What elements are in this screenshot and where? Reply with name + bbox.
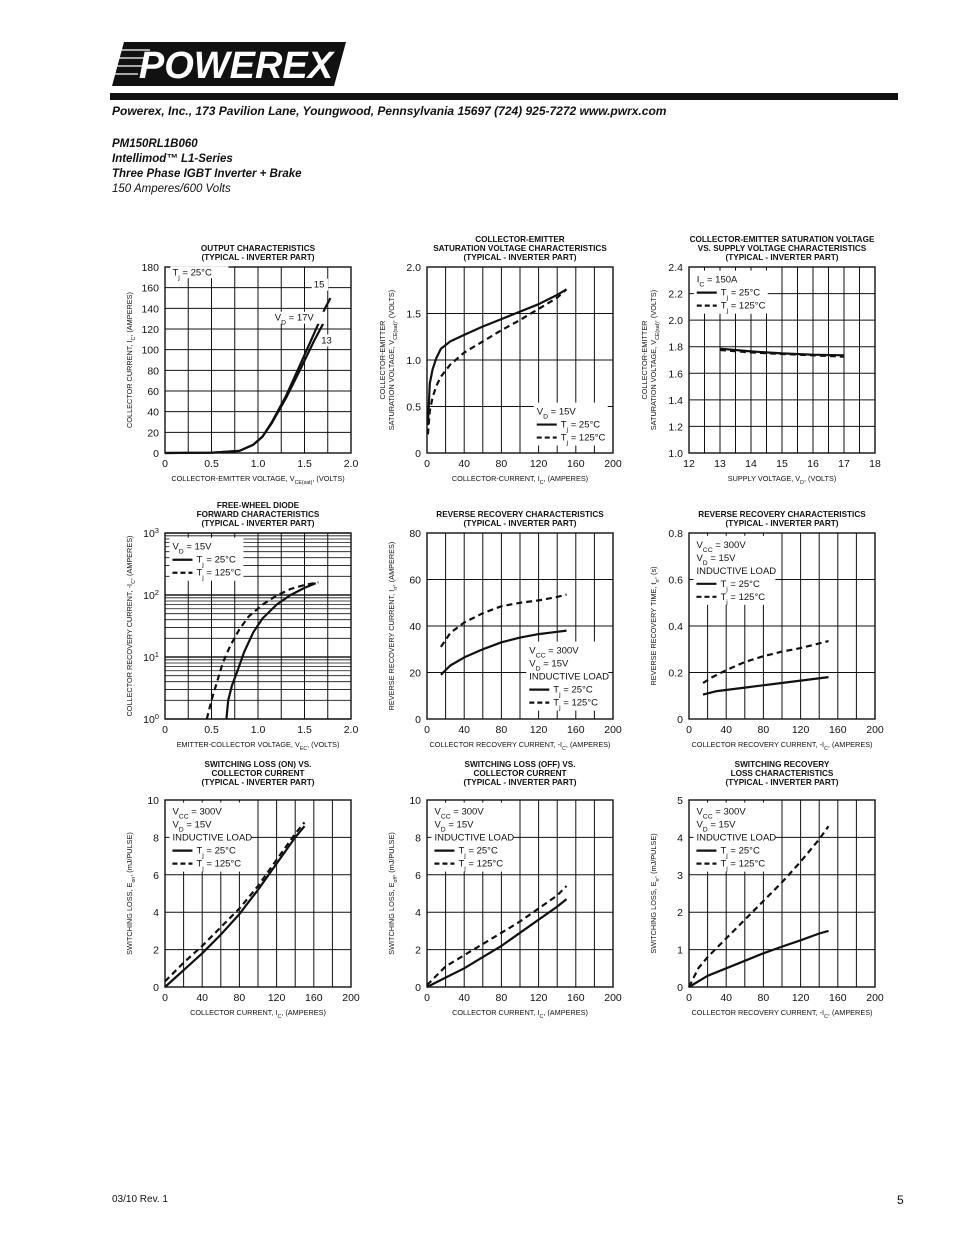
x-tick-label: 0 xyxy=(162,992,168,1004)
legend-label: $V_D = 15V$ xyxy=(434,819,474,834)
x-tick-label: 0 xyxy=(162,724,168,736)
annotation-label: $T_j = 25^\circ C$ xyxy=(172,267,212,281)
x-tick-label: 0 xyxy=(424,458,430,470)
x-tick-label: 200 xyxy=(866,992,884,1004)
chart-title-line: SWITCHING LOSS (OFF) VS. xyxy=(464,760,576,769)
x-tick-label: 160 xyxy=(567,724,585,736)
page-number: 5 xyxy=(897,1193,904,1207)
y-axis-label: COLLECTOR RECOVERY CURRENT, $-I_C$, (AMPERES) xyxy=(125,535,137,717)
chart-title-line: OUTPUT CHARACTERISTICS xyxy=(200,244,316,253)
y-tick-label: 100 xyxy=(141,344,159,357)
annotation-label: $V_D = 17V$ xyxy=(274,312,314,327)
legend-label: $T_j = 25^\circ C$ xyxy=(560,419,601,434)
chart-title-line: COLLECTOR-EMITTER SATURATION VOLTAGE xyxy=(689,235,875,244)
y-tick-label: 1.0 xyxy=(668,448,683,460)
x-tick-label: 0 xyxy=(424,992,430,1004)
series-line xyxy=(226,583,315,719)
x-tick-label: 200 xyxy=(604,458,622,470)
legend-label: $T_j = 25^\circ C$ xyxy=(458,845,498,860)
y-tick-label: 0 xyxy=(677,982,683,994)
legend-label: $T_j = 125^\circ C$ xyxy=(720,858,766,873)
y-tick-label: 1.4 xyxy=(668,394,683,407)
y-tick-label: 4 xyxy=(415,907,421,920)
x-tick-label: 160 xyxy=(567,992,585,1004)
legend-label: $T_j = 25^\circ C$ xyxy=(196,845,236,860)
legend-label: INDUCTIVE LOAD xyxy=(172,832,253,844)
x-axis-label: COLLECTOR-CURRENT, $I_C$, (AMPERES) xyxy=(451,474,589,486)
y-tick-label: 0.2 xyxy=(668,667,683,680)
chart-title-line: FREE-WHEEL DIODE xyxy=(216,501,300,510)
y-tick-label: 0 xyxy=(415,982,421,994)
x-tick-label: 80 xyxy=(757,992,770,1004)
chart-8 xyxy=(387,760,622,1020)
chart-title-line: SATURATION VOLTAGE CHARACTERISTICS xyxy=(433,244,607,253)
chart-2 xyxy=(378,235,622,486)
x-tick-label: 2.0 xyxy=(343,724,359,736)
y-axis-label: REVERSE RECOVERY TIME, $t_{rr}$, (s) xyxy=(649,566,661,686)
y-tick-label: 6 xyxy=(415,869,421,882)
y-tick-label: 2.2 xyxy=(668,288,683,301)
product-series: Intellimod™ L1-Series xyxy=(112,153,233,165)
y-tick-label: 0 xyxy=(677,714,683,726)
series-line xyxy=(207,582,319,719)
company-address: Powerex, Inc., 173 Pavilion Lane, Youngwood, Pennsylvania 15697 (724) 925-7272 www.pwrx.com xyxy=(112,104,667,118)
y-tick-label: 2 xyxy=(415,944,421,957)
x-axis-label: COLLECTOR CURRENT, $I_C$, (AMPERES) xyxy=(190,1008,326,1020)
series-line xyxy=(427,886,567,985)
y-tick-label: 40 xyxy=(409,621,421,633)
y-tick-label: 8 xyxy=(153,832,159,845)
legend-label: $T_j = 125^\circ C$ xyxy=(196,858,242,873)
x-tick-label: 80 xyxy=(495,724,508,736)
x-tick-label: 0.5 xyxy=(204,724,219,736)
chart-title-line: LOSS CHARACTERISTICS xyxy=(730,769,834,778)
series-line xyxy=(703,677,829,695)
x-axis-label: COLLECTOR RECOVERY CURRENT, $-I_C$, (AMPERES) xyxy=(691,1008,873,1020)
y-tick-label: 0 xyxy=(153,982,159,994)
y-tick-label: 4 xyxy=(153,907,159,920)
y-tick-label: 140 xyxy=(141,303,159,316)
legend-label: $V_{CC} = 300V$ xyxy=(696,806,746,821)
series-line xyxy=(689,931,829,987)
chart-title-line: COLLECTOR CURRENT xyxy=(211,769,305,778)
x-tick-label: 0 xyxy=(162,458,168,470)
y-tick-label: 10 xyxy=(409,795,421,807)
y-tick-label: 120 xyxy=(141,324,159,336)
chart-title-line: (TYPICAL - INVERTER PART) xyxy=(725,519,839,528)
series-line xyxy=(703,641,829,683)
y-axis-label: SWITCHING LOSS, $E_{off}$, (mJ/PULSE) xyxy=(387,832,399,955)
y-tick-label: 5 xyxy=(677,795,683,807)
x-tick-label: 2.0 xyxy=(343,458,359,470)
legend-label: $T_j = 125^\circ C$ xyxy=(196,567,242,582)
y-axis-label: REVERSE RECOVERY CURRENT, $I_{rr}$, (AMPERES) xyxy=(387,541,399,711)
legend-label: INDUCTIVE LOAD xyxy=(696,832,777,844)
x-tick-label: 14 xyxy=(745,458,757,470)
x-tick-label: 160 xyxy=(305,992,323,1004)
legend-label: $V_{CC} = 300V$ xyxy=(172,806,222,821)
chart-title-line: (TYPICAL - INVERTER PART) xyxy=(463,778,577,787)
x-tick-label: 1.5 xyxy=(297,724,312,736)
chart-title-line: (TYPICAL - INVERTER PART) xyxy=(201,778,315,787)
y-tick-label: 1 xyxy=(677,944,683,957)
legend-label: $T_j = 25^\circ C$ xyxy=(720,578,760,593)
y-tick-label: 0.5 xyxy=(406,401,421,414)
x-tick-label: 1.0 xyxy=(250,724,266,736)
y-tick-label: 80 xyxy=(409,528,421,540)
y-axis-label: SATURATION VOLTAGE, $V_{CE(sat)}$, (VOLTS) xyxy=(649,289,661,431)
y-tick-label: 3 xyxy=(677,869,683,882)
chart-title-line: VS. SUPPLY VOLTAGE CHARACTERISTICS xyxy=(697,244,867,253)
chart-title-line: COLLECTOR-EMITTER xyxy=(475,235,565,244)
chart-title-line: REVERSE RECOVERY CHARACTERISTICS xyxy=(698,510,866,519)
x-tick-label: 120 xyxy=(529,724,548,736)
x-tick-label: 40 xyxy=(720,724,733,736)
y-tick-label: 1.5 xyxy=(406,308,421,321)
series-line xyxy=(441,595,567,647)
y-tick-label: 6 xyxy=(153,869,159,882)
y-tick-label: 60 xyxy=(409,574,421,587)
legend-label: $V_D = 15V$ xyxy=(529,658,569,673)
x-tick-label: 200 xyxy=(866,724,884,736)
x-tick-label: 1.5 xyxy=(297,458,312,470)
y-tick-label: 0.8 xyxy=(668,528,683,540)
x-tick-label: 18 xyxy=(869,458,881,470)
x-axis-label: COLLECTOR RECOVERY CURRENT, $-I_C$, (AMPERES) xyxy=(691,740,873,752)
y-tick-label: 40 xyxy=(147,406,159,419)
y-tick-label: 10 xyxy=(147,795,159,807)
chart-6 xyxy=(649,510,884,752)
x-tick-label: 80 xyxy=(495,992,508,1004)
grid xyxy=(165,267,351,453)
y-tick-label: 2 xyxy=(677,907,683,920)
x-tick-label: 120 xyxy=(791,992,810,1004)
logo-text: POWEREX xyxy=(138,45,334,87)
x-tick-label: 40 xyxy=(458,992,471,1004)
legend-label: $T_j = 25^\circ C$ xyxy=(720,845,760,860)
x-tick-label: 120 xyxy=(529,992,548,1004)
y-tick-label: 1.8 xyxy=(668,341,683,354)
legend-label: INDUCTIVE LOAD xyxy=(696,565,777,577)
x-tick-label: 40 xyxy=(458,458,471,470)
chart-title-line: (TYPICAL - INVERTER PART) xyxy=(725,253,839,262)
annotation-label: 13 xyxy=(321,335,332,347)
x-tick-label: 120 xyxy=(791,724,810,736)
chart-title-line: (TYPICAL - INVERTER PART) xyxy=(725,778,839,787)
y-axis-label: SATURATION VOLTAGE, $V_{CE(sat)}$, (VOLTS) xyxy=(387,289,399,431)
y-tick-label: 1.0 xyxy=(406,355,421,367)
chart-7 xyxy=(125,760,360,1020)
legend-label: $V_D = 15V$ xyxy=(172,541,212,556)
x-tick-label: 80 xyxy=(757,724,770,736)
x-tick-label: 0 xyxy=(686,724,692,736)
x-tick-label: 40 xyxy=(720,992,733,1004)
y-tick-label: 2.0 xyxy=(668,315,683,328)
x-axis-label: COLLECTOR RECOVERY CURRENT, $-I_C$, (AMPERES) xyxy=(429,740,611,752)
x-tick-label: 15 xyxy=(776,458,788,470)
chart-4 xyxy=(125,501,358,752)
x-axis-label: COLLECTOR CURRENT, $I_C$, (AMPERES) xyxy=(452,1008,588,1020)
y-axis-label-2: COLLECTOR-EMITTER xyxy=(640,320,649,400)
x-tick-label: 0 xyxy=(686,992,692,1004)
y-tick-label: 1.2 xyxy=(668,421,683,434)
legend-label: $V_D = 15V$ xyxy=(536,406,576,421)
y-tick-label: 20 xyxy=(409,667,421,680)
legend-label: $T_j = 125^\circ C$ xyxy=(720,300,766,315)
x-tick-label: 80 xyxy=(233,992,246,1004)
x-tick-label: 0.5 xyxy=(204,458,219,470)
annotation-label: 15 xyxy=(313,279,325,291)
x-tick-label: 0 xyxy=(424,724,430,736)
chart-title-line: (TYPICAL - INVERTER PART) xyxy=(201,253,315,262)
y-tick-label: 0 xyxy=(415,448,421,460)
y-axis-label: SWITCHING LOSS, $E_{on}$, (mJ/PULSE) xyxy=(125,832,137,955)
y-tick-label: 20 xyxy=(147,427,159,440)
y-tick-label: 1.6 xyxy=(668,368,683,381)
legend-label: $V_D = 15V$ xyxy=(696,552,736,567)
x-tick-label: 80 xyxy=(495,458,508,470)
legend-label: $V_D = 15V$ xyxy=(696,819,736,834)
x-axis-label: EMITTER-COLLECTOR VOLTAGE, $V_{EC}$, (VOLTS) xyxy=(176,740,340,752)
y-tick-label: 60 xyxy=(147,386,159,398)
x-tick-label: 200 xyxy=(604,724,622,736)
legend-label: $T_j = 25^\circ C$ xyxy=(553,684,593,699)
legend-label: $V_{CC} = 300V$ xyxy=(529,645,579,660)
y-tick-label: 160 xyxy=(141,282,159,295)
product-description: Three Phase IGBT Inverter + Brake xyxy=(112,168,302,180)
legend-label: $V_D = 15V$ xyxy=(172,819,212,834)
legend-label: $T_j = 25^\circ C$ xyxy=(720,287,761,302)
chart-9 xyxy=(649,760,884,1020)
legend-label: $V_{CC} = 300V$ xyxy=(434,806,484,821)
x-tick-label: 1.0 xyxy=(250,458,266,470)
legend-label: INDUCTIVE LOAD xyxy=(529,671,610,683)
y-tick-label: 180 xyxy=(141,262,159,274)
x-tick-label: 12 xyxy=(683,458,695,470)
chart-title-line: SWITCHING RECOVERY xyxy=(734,760,830,769)
y-tick-label: 8 xyxy=(415,832,421,845)
legend-label: INDUCTIVE LOAD xyxy=(434,832,515,844)
x-tick-label: 17 xyxy=(838,458,850,470)
legend-label: $T_j = 125^\circ C$ xyxy=(458,858,504,873)
chart-5 xyxy=(387,510,622,752)
y-tick-label: $10^2$ xyxy=(143,587,159,602)
y-tick-label: 2.0 xyxy=(406,262,421,274)
chart-title-line: (TYPICAL - INVERTER PART) xyxy=(201,519,315,528)
x-tick-label: 40 xyxy=(196,992,209,1004)
chart-title-line: FORWARD CHARACTERISTICS xyxy=(196,510,320,519)
y-tick-label: 0.6 xyxy=(668,574,683,587)
x-tick-label: 16 xyxy=(807,458,819,470)
chart-title-line: SWITCHING LOSS (ON) VS. xyxy=(204,760,312,769)
x-tick-label: 160 xyxy=(567,458,585,470)
x-tick-label: 120 xyxy=(267,992,286,1004)
y-axis-label: COLLECTOR CURRENT, $I_C$, (AMPERES) xyxy=(125,292,137,428)
x-tick-label: 13 xyxy=(714,458,726,470)
x-tick-label: 40 xyxy=(458,724,471,736)
chart-1 xyxy=(125,244,358,486)
y-tick-label: 0 xyxy=(153,448,159,460)
x-tick-label: 200 xyxy=(342,992,360,1004)
x-axis-label: SUPPLY VOLTAGE, $V_D$, (VOLTS) xyxy=(727,474,837,486)
x-axis-label: COLLECTOR-EMITTER VOLTAGE, $V_{CE(sat)}$, (VOLTS) xyxy=(171,474,345,486)
chart-title-line: (TYPICAL - INVERTER PART) xyxy=(463,253,577,262)
y-tick-label: $10^0$ xyxy=(143,711,159,726)
legend-label: $I_C = 150A$ xyxy=(696,274,738,289)
legend-label: $T_j = 125^\circ C$ xyxy=(720,591,766,606)
y-tick-label: 80 xyxy=(147,365,159,378)
y-tick-label: 0.4 xyxy=(668,621,683,633)
y-tick-label: $10^3$ xyxy=(143,525,159,540)
chart-3 xyxy=(640,235,881,486)
y-tick-label: 0 xyxy=(415,714,421,726)
legend-label: $V_{CC} = 300V$ xyxy=(696,539,746,554)
legend-label: $T_j = 125^\circ C$ xyxy=(553,697,598,712)
y-tick-label: $10^1$ xyxy=(143,649,159,664)
revision-label: 03/10 Rev. 1 xyxy=(112,1194,168,1205)
chart-title-line: COLLECTOR CURRENT xyxy=(473,769,567,778)
y-tick-label: 4 xyxy=(677,832,683,845)
y-axis-label: SWITCHING LOSS, $E_{rr}$, (mJ/PULSE) xyxy=(649,833,661,954)
y-tick-label: 2 xyxy=(153,944,159,957)
x-tick-label: 200 xyxy=(604,992,622,1004)
chart-title-line: (TYPICAL - INVERTER PART) xyxy=(463,519,577,528)
legend-label: $T_j = 25^\circ C$ xyxy=(196,554,236,569)
product-rating: 150 Amperes/600 Volts xyxy=(112,183,231,195)
chart-title-line: REVERSE RECOVERY CHARACTERISTICS xyxy=(436,510,604,519)
part-number: PM150RL1B060 xyxy=(112,138,198,150)
x-tick-label: 120 xyxy=(529,458,548,470)
x-tick-label: 160 xyxy=(829,724,847,736)
y-axis-label-2: COLLECTOR-EMITTER xyxy=(378,320,387,400)
x-tick-label: 160 xyxy=(829,992,847,1004)
legend-label: $T_j = 125^\circ C$ xyxy=(560,432,606,447)
y-tick-label: 2.4 xyxy=(668,262,683,274)
